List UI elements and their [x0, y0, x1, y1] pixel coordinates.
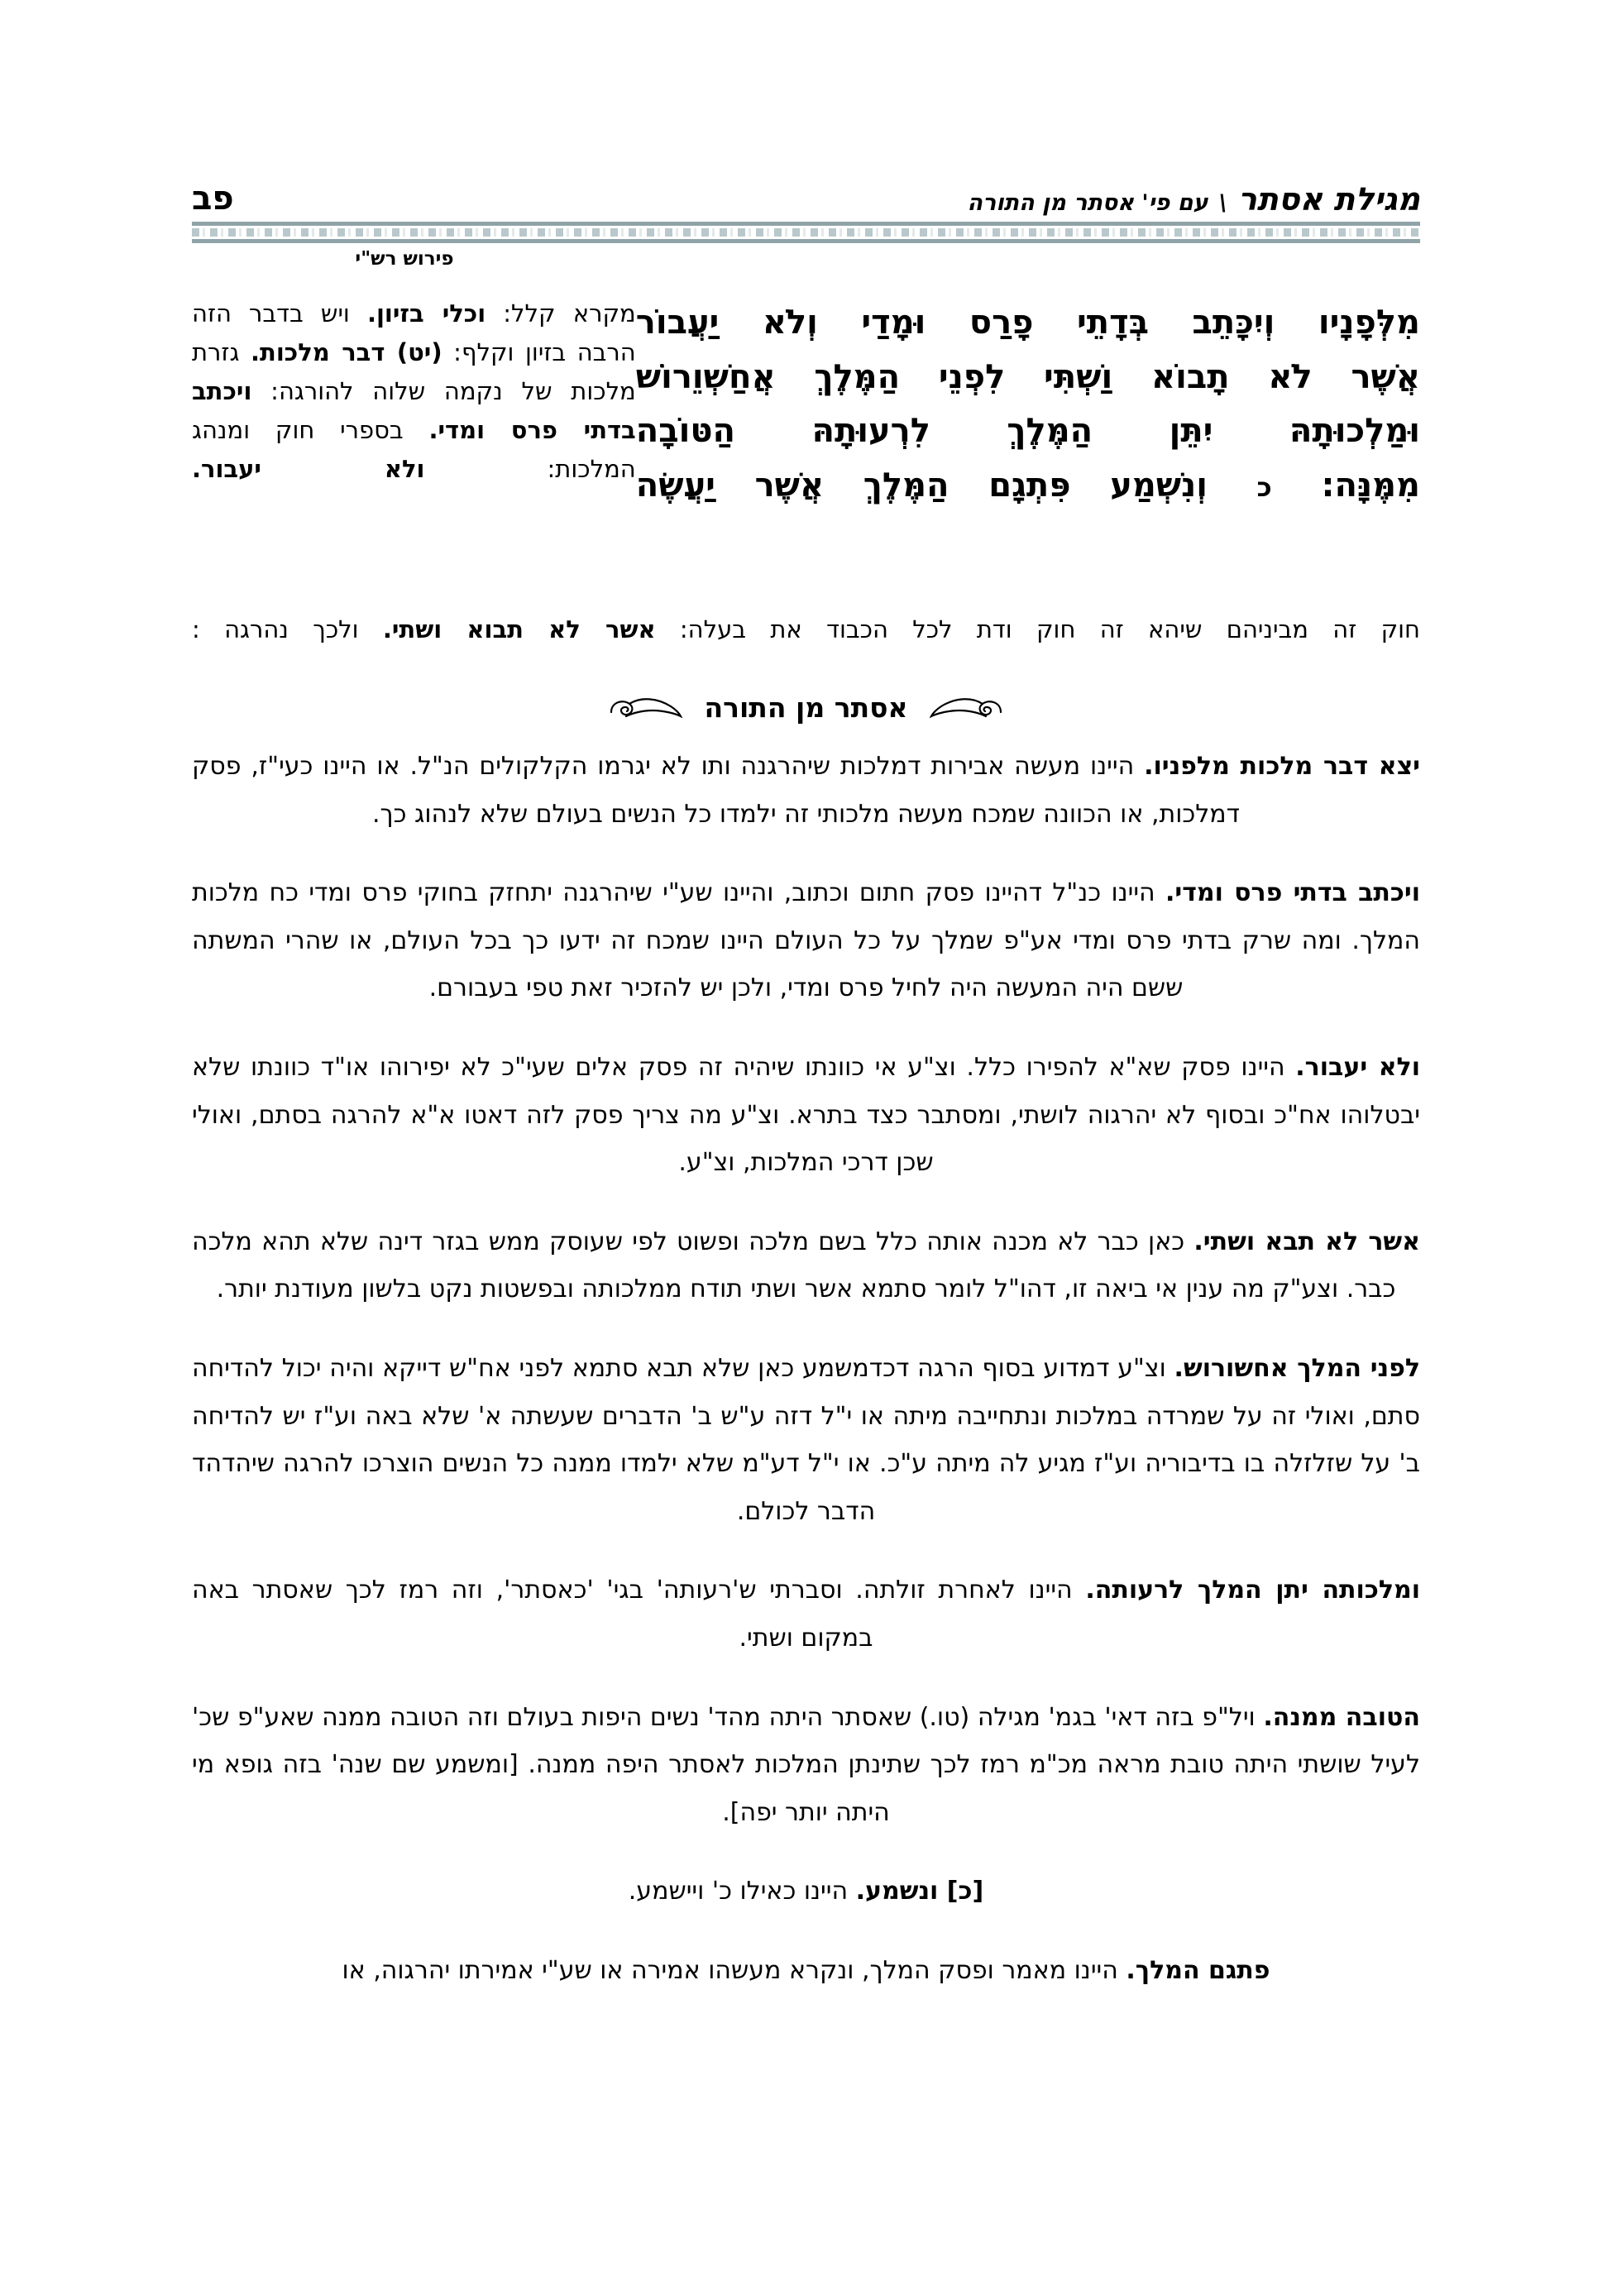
rashi-text: ולכך נהרגה : — [192, 615, 383, 643]
commentary-paragraph — [192, 1868, 1420, 1916]
commentary-paragraph — [192, 743, 1420, 838]
commentary-paragraph — [192, 1044, 1420, 1187]
commentary-lemma: לפני המלך אחשורוש. — [1174, 1353, 1421, 1383]
verse-line: מִלְּפָנָיו וְיִכָּתֵב בְּדָתֵי פָרַס וּמָדַי וְלֹא יַעֲבוֹר — [635, 304, 1420, 342]
commentary-text: היינו פסק שא"א להפירו כלל. וצ"ע אי כוונתו שיהיה זה פסק אלים שעי"כ לא יפירוהו או"ד כוונתו שלא יבטלוהו אח"כ ובסוף לא יהרגוה לושתי, ומסתבר כצד בתרא. וצ"ע מה צריך פסק לזה דאטו א"א להרגה בסתם, ואולי שכן דרכי המלכות, וצ"ע. — [192, 1052, 1420, 1178]
commentary-text: היינו כאילו כ' ויישמע. — [628, 1877, 856, 1906]
book-title — [967, 181, 1420, 218]
rashi-text: חוק זה מביניהם שיהא זה חוק ודת לכל הכבוד את בעלה: — [655, 615, 1421, 643]
commentary-paragraph — [192, 1218, 1420, 1313]
commentary-lemma: פתגם המלך. — [1126, 1955, 1270, 1985]
commentary-text: ויל"פ בזה דאי' בגמ' מגילה (טו.) שאסתר היתה מהד' נשים היפות בעולם וזה הטובה ממנה שאע"פ שכ' לעיל שושתי היתה טובת מראה מכ"מ רמז לכך שתינתן המלכות לאסתר היפה ממנה. [ומשמע שם שנה' בזה גופא מי היתה יותר יפה]. — [192, 1702, 1420, 1827]
commentary-text: כאן כבר לא מכנה אותה כלל בשם מלכה ופשוט לפי שעוסק ממש בגזר דינה שלא תהא מלכה כבר. וצע"ק מה ענין אי ביאה זו, דהו"ל לומר סתמא אשר ושתי תודח ממלכותה ובפשטות נקט בלשון מעודנת יותר. — [192, 1227, 1396, 1304]
commentary-lemma: אשר לא תבא ושתי. — [1193, 1227, 1421, 1256]
rule-bar-top — [192, 222, 1420, 226]
commentary-paragraph — [192, 1345, 1420, 1535]
rashi-commentary-label: פירוש רש"י — [355, 248, 454, 270]
rashi-lemma: אשר לא תבוא ושתי. — [382, 615, 656, 643]
commentary-lemma: ויכתב בדתי פרס ומדי. — [1165, 878, 1421, 908]
rashi-lemma: (יט) דבר מלכות. — [251, 337, 442, 366]
commentary-body — [192, 743, 1420, 2026]
flourish-left-icon — [930, 691, 1006, 724]
commentary-lemma: ומלכותה יתן המלך לרעותה. — [1085, 1576, 1420, 1605]
commentary-paragraph — [192, 1567, 1420, 1662]
rashi-commentary-tail — [192, 612, 1420, 648]
rule-bar-bottom — [192, 239, 1420, 243]
rule-dash-pattern — [192, 228, 1420, 237]
commentary-lemma: ולא יעבור. — [1295, 1052, 1420, 1082]
commentary-lemma: הטובה ממנה. — [1263, 1702, 1421, 1732]
commentary-text: היינו לאחרת זולתה. וסברתי ש'רעותה' בגי' 'כאסתר', וזה רמז לכך שאסתר באה במקום ושתי. — [192, 1576, 1086, 1653]
verse-line: אֲשֶׁר לֹא תָבוֹא וַשְׁתִּי לִפְנֵי הַמֶּלֶךְ אֲחַשְׁוֵרוֹשׁ — [635, 357, 1420, 396]
verse-line-segment: וְנִשְׁמַע פִּתְגָם הַמֶּלֶךְ אֲשֶׁר יַעֲשֶׂה — [635, 466, 1208, 505]
book-title-sub: עם פי' אסתר מן התורה — [967, 190, 1208, 216]
book-title-main: מגילת אסתר — [1237, 181, 1420, 218]
verse-and-rashi-block — [192, 291, 1420, 513]
page-header — [192, 157, 1420, 218]
commentary-paragraph — [192, 1947, 1420, 1995]
rashi-lemma: ולא יעבור. — [192, 454, 425, 483]
verse-line-with-number — [636, 459, 1420, 514]
section-heading-title: אסתר מן התורה — [704, 691, 908, 724]
commentary-text: היינו מאמר ופסק המלך, ונקרא מעשהו אמירה או שע"י אמירתו יהרגוה, או — [342, 1955, 1126, 1985]
biblical-verse-column — [636, 291, 1420, 513]
rashi-lemma: ויכתב בדתי פרס ומדי. — [192, 376, 636, 444]
commentary-text: וצ"ע דמדוע בסוף הרגה דכדמשמע כאן שלא תבא סתמא לפני אח"ש דייקא והיה יכול להדיחה סתם, ואולי זה על שמרדה במלכות ונתחייבה מיתה או י"ל דזה ע"ש ב' הדברים שעשתה א' שלא באה וע"ז יש להדיחה ב' על שזלזלה בו בדיבוריה וע"ז מגיע לה מיתה ע"כ. או י"ל דע"מ שלא ילמדו ממנה כל הנשים הוצרכו להרגה שיהדהד הדבר לכולם. — [192, 1353, 1420, 1526]
ornamental-rule — [192, 222, 1420, 243]
book-title-separator: \ — [1218, 190, 1227, 216]
rashi-text: מקרא קלל: — [486, 299, 636, 328]
rashi-text: בספרי חוק ומנהג המלכות: — [192, 415, 636, 483]
rashi-commentary-column — [192, 291, 636, 489]
commentary-lemma: יצא דבר מלכות מלפניו. — [1144, 752, 1420, 781]
section-heading — [192, 691, 1420, 724]
verse-line-segment: מִמֶּנָּה: — [1321, 466, 1420, 505]
flourish-right-icon — [606, 691, 682, 724]
rashi-text: גזרת מלכות של נקמה שלוה להורגה: — [192, 337, 636, 405]
rashi-lemma: וכלי בזיון. — [366, 299, 486, 328]
verse-line: וּמַלְכוּתָהּ יִתֵּן הַמֶּלֶךְ לִרְעוּתָהּ הַטּוֹבָה — [635, 412, 1420, 451]
rashi-text: ויש בדבר הזה הרבה בזיון וקלף: — [192, 299, 636, 366]
verse-number: כ — [1256, 471, 1272, 503]
commentary-text: היינו כנ"ל דהיינו פסק חתום וכתוב, והיינו שע"י שיהרגנה יתחזק בחוקי פרס ומדי כח מלכות המלך. ומה שרק בדתי פרס ומדי אע"פ שמלך על כל העולם היינו שמכח זה ידעו כך בכל העולם, או שהרי המשתה ששם היה המעשה היה לחיל פרס ומדי, ולכן יש להזכיר זאת טפי בעבורם. — [192, 878, 1420, 1003]
commentary-text: היינו מעשה אבירות דמלכות שיהרגנה ותו לא יגרמו הקלקולים הנ"ל. או היינו כעי"ז, פסק דמלכות, או הכוונה שמכח מעשה מלכותי זה ילמדו כל הנשים בעולם שלא לנהוג כך. — [192, 752, 1241, 829]
commentary-lemma: [כ] ונשמע. — [855, 1877, 984, 1906]
commentary-paragraph — [192, 869, 1420, 1012]
page-number: פב — [192, 179, 234, 218]
commentary-paragraph — [192, 1694, 1420, 1837]
